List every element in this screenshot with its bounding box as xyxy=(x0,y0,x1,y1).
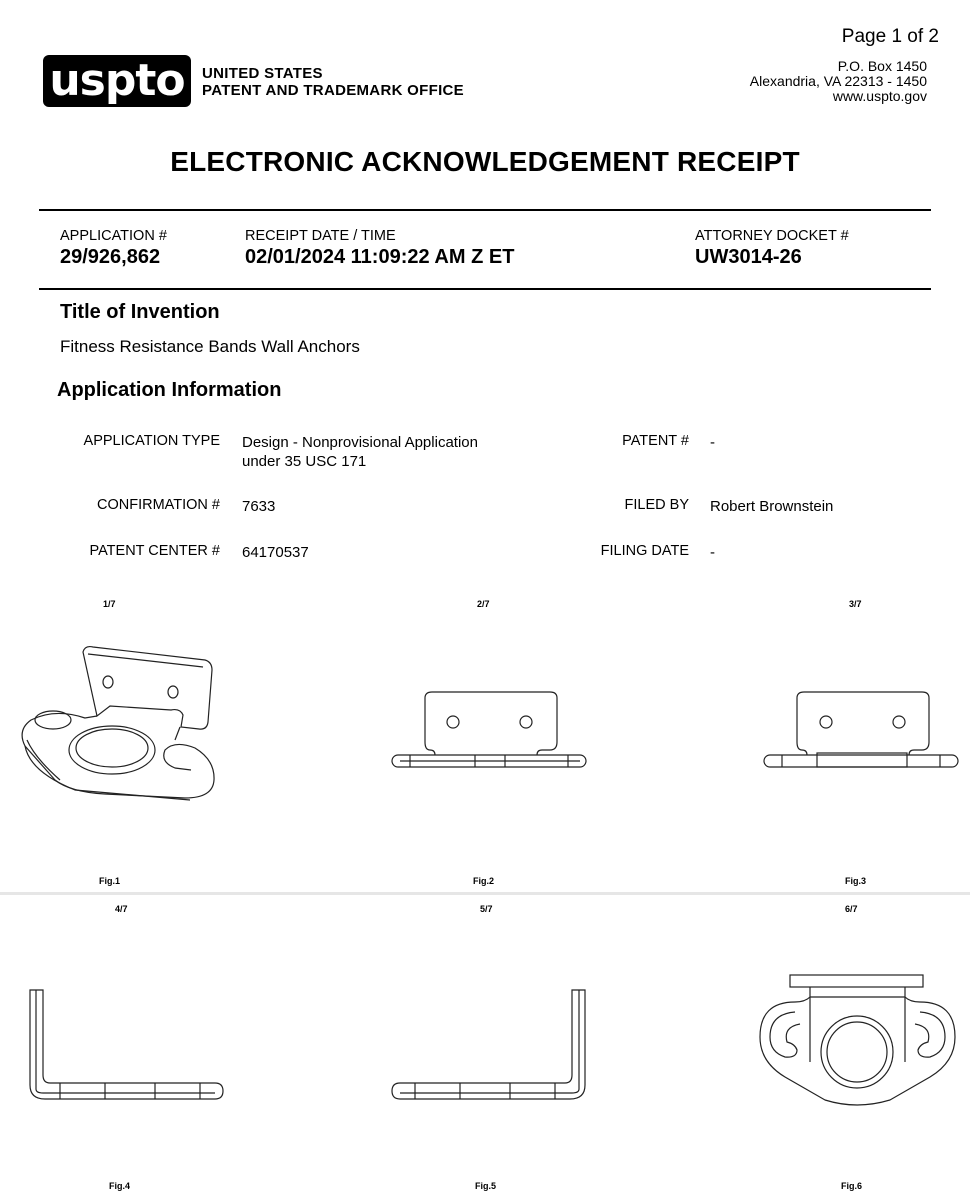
figure-5-caption: Fig.5 xyxy=(475,1181,497,1191)
office-address xyxy=(750,59,927,104)
figure-4-sheet: 4/7 xyxy=(115,904,128,914)
figure-3-caption: Fig.3 xyxy=(845,876,867,886)
filed-by-value: Robert Brownstein xyxy=(710,498,834,515)
receipt-date-value: 02/01/2024 11:09:22 AM Z ET xyxy=(245,246,515,268)
figure-3-sheet: 3/7 xyxy=(849,599,862,609)
figure-4-drawing xyxy=(25,985,225,1105)
application-type-line-2: under 35 USC 171 xyxy=(242,453,367,470)
confirmation-number-value: 7633 xyxy=(242,498,276,515)
figure-1-sheet: 1/7 xyxy=(103,599,116,609)
office-name-line-1: UNITED STATES xyxy=(202,65,323,82)
application-type-label: APPLICATION TYPE xyxy=(83,433,220,449)
receipt-date-label: RECEIPT DATE / TIME xyxy=(245,228,396,244)
filed-by-label: FILED BY xyxy=(624,497,689,513)
application-type-value xyxy=(242,433,478,471)
filing-date-label: FILING DATE xyxy=(600,543,689,559)
confirmation-number-label: CONFIRMATION # xyxy=(97,497,220,513)
figure-1-drawing xyxy=(15,640,220,805)
attorney-docket-value: UW3014-26 xyxy=(695,246,802,268)
figure-5-drawing xyxy=(390,985,590,1105)
office-name xyxy=(202,65,464,99)
application-number-value: 29/926,862 xyxy=(60,246,161,268)
page-number: Page 1 of 2 xyxy=(841,26,939,47)
patent-center-label: PATENT CENTER # xyxy=(89,543,220,559)
patent-number-label: PATENT # xyxy=(622,433,689,449)
figure-2-sheet: 2/7 xyxy=(477,599,490,609)
sheet-separator xyxy=(0,892,970,895)
attorney-docket-label: ATTORNEY DOCKET # xyxy=(695,228,849,244)
patent-center-value: 64170537 xyxy=(242,544,309,561)
application-info-heading: Application Information xyxy=(57,379,282,401)
figure-6-sheet: 6/7 xyxy=(845,904,858,914)
patent-number-value: - xyxy=(710,434,715,451)
figure-1-caption: Fig.1 xyxy=(99,876,121,886)
header-divider xyxy=(39,288,931,290)
application-type-line-1: Design - Nonprovisional Application xyxy=(242,434,478,451)
filing-date-value: - xyxy=(710,544,715,561)
figure-2-caption: Fig.2 xyxy=(473,876,495,886)
figure-3-drawing xyxy=(762,690,962,772)
figure-5-sheet: 5/7 xyxy=(480,904,493,914)
address-line-1: P.O. Box 1450 xyxy=(837,58,927,74)
invention-heading: Title of Invention xyxy=(60,301,220,323)
document-title: ELECTRONIC ACKNOWLEDGEMENT RECEIPT xyxy=(170,146,800,177)
office-name-line-2: PATENT AND TRADEMARK OFFICE xyxy=(202,82,464,99)
invention-title: Fitness Resistance Bands Wall Anchors xyxy=(60,337,360,356)
top-divider xyxy=(39,209,931,211)
address-website: www.uspto.gov xyxy=(832,88,927,104)
address-line-2: Alexandria, VA 22313 - 1450 xyxy=(749,73,927,89)
figure-6-drawing xyxy=(755,972,960,1112)
figure-4-caption: Fig.4 xyxy=(109,1181,131,1191)
figure-2-drawing xyxy=(390,690,590,772)
figure-6-caption: Fig.6 xyxy=(841,1181,863,1191)
application-number-label: APPLICATION # xyxy=(60,228,167,244)
uspto-logo: uspto xyxy=(43,55,191,107)
